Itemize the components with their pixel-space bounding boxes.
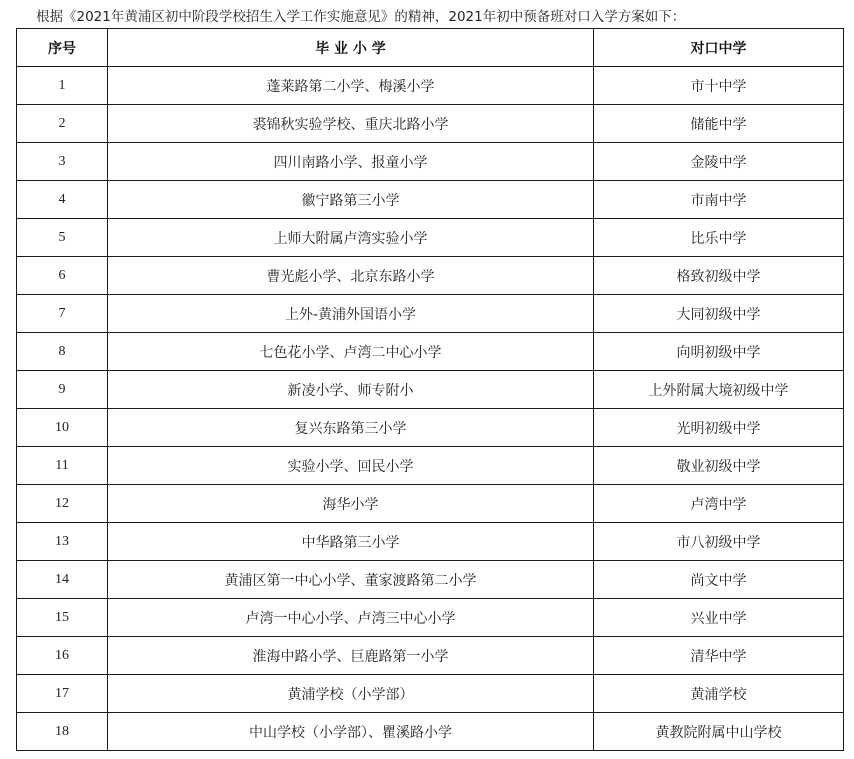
table-row	[17, 295, 844, 333]
table-row	[17, 143, 844, 181]
primary-school-cell: 七色花小学、卢湾二中心小学	[108, 333, 594, 371]
primary-school-cell: 中山学校（小学部）、瞿溪路小学	[108, 713, 594, 751]
primary-school-cell: 上师大附属卢湾实验小学	[108, 219, 594, 257]
table-row	[17, 447, 844, 485]
primary-school-cell: 海华小学	[108, 485, 594, 523]
row-number-cell: 14	[17, 561, 108, 599]
primary-school-cell: 曹光彪小学、北京东路小学	[108, 257, 594, 295]
primary-school-cell: 四川南路小学、报童小学	[108, 143, 594, 181]
table-row	[17, 485, 844, 523]
table-row	[17, 219, 844, 257]
middle-school-cell: 黄浦学校	[594, 675, 844, 713]
primary-school-cell: 新凌小学、师专附小	[108, 371, 594, 409]
header-row	[17, 29, 844, 67]
row-number-cell: 7	[17, 295, 108, 333]
header-primary-school: 毕 业 小 学	[108, 29, 594, 67]
table-body	[17, 67, 844, 751]
primary-school-cell: 蓬莱路第二小学、梅溪小学	[108, 67, 594, 105]
row-number-cell: 11	[17, 447, 108, 485]
primary-school-cell: 中华路第三小学	[108, 523, 594, 561]
table-row	[17, 181, 844, 219]
admission-table	[16, 28, 844, 751]
primary-school-cell: 徽宁路第三小学	[108, 181, 594, 219]
primary-school-cell: 上外-黄浦外国语小学	[108, 295, 594, 333]
middle-school-cell: 储能中学	[594, 105, 844, 143]
middle-school-cell: 市南中学	[594, 181, 844, 219]
primary-school-cell: 黄浦区第一中心小学、董家渡路第二小学	[108, 561, 594, 599]
row-number-cell: 12	[17, 485, 108, 523]
primary-school-cell: 卢湾一中心小学、卢湾三中心小学	[108, 599, 594, 637]
primary-school-cell: 复兴东路第三小学	[108, 409, 594, 447]
middle-school-cell: 市十中学	[594, 67, 844, 105]
row-number-cell: 9	[17, 371, 108, 409]
row-number-cell: 16	[17, 637, 108, 675]
row-number-cell: 1	[17, 67, 108, 105]
primary-school-cell: 黄浦学校（小学部）	[108, 675, 594, 713]
middle-school-cell: 敬业初级中学	[594, 447, 844, 485]
table-row	[17, 599, 844, 637]
header-number: 序号	[17, 29, 108, 67]
row-number-cell: 17	[17, 675, 108, 713]
header-middle-school: 对口中学	[594, 29, 844, 67]
table-row	[17, 637, 844, 675]
table-row	[17, 371, 844, 409]
table-row	[17, 409, 844, 447]
table-row	[17, 257, 844, 295]
row-number-cell: 5	[17, 219, 108, 257]
middle-school-cell: 比乐中学	[594, 219, 844, 257]
table-row	[17, 713, 844, 751]
primary-school-cell: 实验小学、回民小学	[108, 447, 594, 485]
row-number-cell: 4	[17, 181, 108, 219]
middle-school-cell: 卢湾中学	[594, 485, 844, 523]
table-row	[17, 105, 844, 143]
table-row	[17, 333, 844, 371]
row-number-cell: 3	[17, 143, 108, 181]
middle-school-cell: 清华中学	[594, 637, 844, 675]
intro-paragraph: 根据《2021年黄浦区初中阶段学校招生入学工作实施意见》的精神，2021年初中预备班对口入学方案如下：	[36, 9, 686, 25]
middle-school-cell: 金陵中学	[594, 143, 844, 181]
row-number-cell: 6	[17, 257, 108, 295]
middle-school-cell: 黄教院附属中山学校	[594, 713, 844, 751]
table-row	[17, 523, 844, 561]
primary-school-cell: 裘锦秋实验学校、重庆北路小学	[108, 105, 594, 143]
middle-school-cell: 上外附属大境初级中学	[594, 371, 844, 409]
table-row	[17, 675, 844, 713]
table-row	[17, 67, 844, 105]
row-number-cell: 13	[17, 523, 108, 561]
middle-school-cell: 兴业中学	[594, 599, 844, 637]
middle-school-cell: 市八初级中学	[594, 523, 844, 561]
table-header	[17, 29, 844, 67]
row-number-cell: 18	[17, 713, 108, 751]
row-number-cell: 15	[17, 599, 108, 637]
middle-school-cell: 大同初级中学	[594, 295, 844, 333]
table-row	[17, 561, 844, 599]
middle-school-cell: 向明初级中学	[594, 333, 844, 371]
middle-school-cell: 光明初级中学	[594, 409, 844, 447]
row-number-cell: 10	[17, 409, 108, 447]
row-number-cell: 8	[17, 333, 108, 371]
middle-school-cell: 格致初级中学	[594, 257, 844, 295]
primary-school-cell: 淮海中路小学、巨鹿路第一小学	[108, 637, 594, 675]
middle-school-cell: 尚文中学	[594, 561, 844, 599]
row-number-cell: 2	[17, 105, 108, 143]
